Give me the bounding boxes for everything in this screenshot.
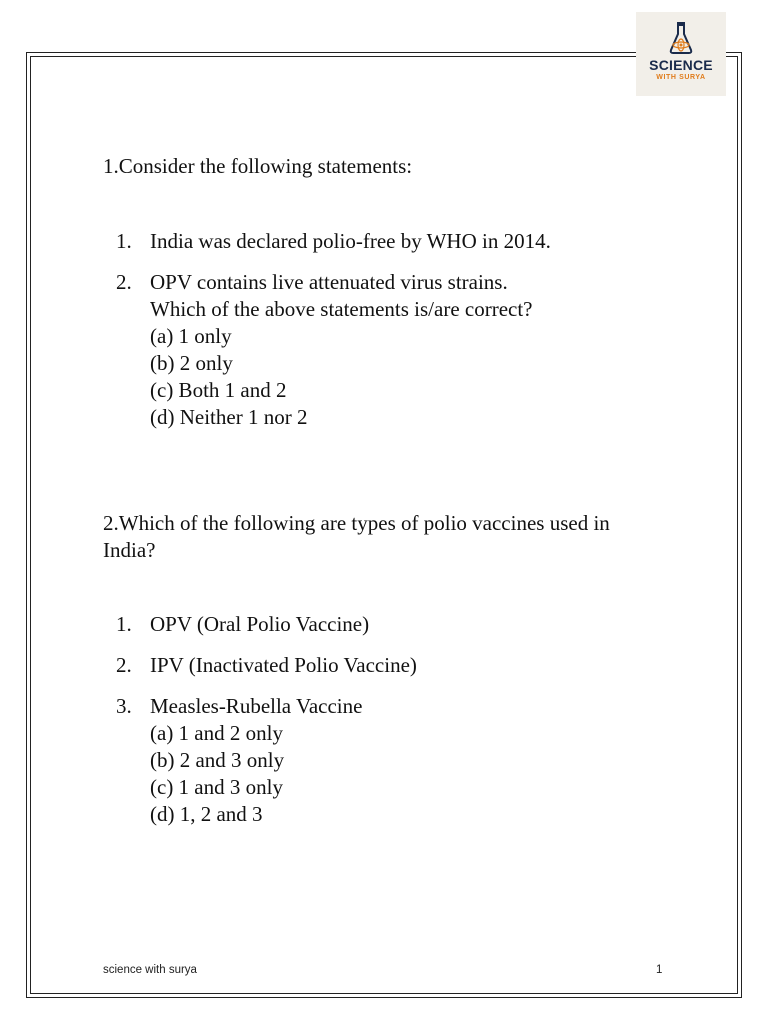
statement-text: OPV contains live attenuated virus strains. [150, 270, 508, 294]
q2-option-a: (a) 1 and 2 only [150, 721, 283, 745]
logo [636, 12, 726, 96]
logo-subtitle: WITH SURYA [656, 74, 706, 81]
statement-text: OPV (Oral Polio Vaccine) [150, 612, 370, 636]
statement-number: 2. [116, 653, 132, 677]
q1-option-a: (a) 1 only [150, 324, 232, 348]
statement-text: IPV (Inactivated Polio Vaccine) [150, 653, 417, 677]
q1-options [150, 296, 533, 431]
q1-prompt: Which of the above statements is/are correct? [150, 297, 533, 321]
q1-option-b: (b) 2 only [150, 351, 233, 375]
statement-number: 1. [116, 612, 132, 636]
statement-number: 2. [116, 270, 132, 294]
page-number: 1 [656, 964, 663, 976]
flask-atom-icon [669, 22, 693, 56]
q2-option-c: (c) 1 and 3 only [150, 775, 283, 799]
statement-text: India was declared polio-free by WHO in 2014. [150, 229, 551, 253]
q1-option-c: (c) Both 1 and 2 [150, 378, 287, 402]
q2-options [150, 720, 284, 828]
question-1-stem: 1.Consider the following statements: [103, 154, 413, 178]
statement-number: 1. [116, 229, 132, 253]
statement-number: 3. [116, 694, 132, 718]
q2-option-d: (d) 1, 2 and 3 [150, 802, 263, 826]
statement-text: Measles-Rubella Vaccine [150, 694, 363, 718]
footer-brand: science with surya [103, 964, 197, 976]
logo-title: SCIENCE [649, 57, 713, 73]
q1-option-d: (d) Neither 1 nor 2 [150, 405, 308, 429]
q2-option-b: (b) 2 and 3 only [150, 748, 285, 772]
question-2-stem: 2.Which of the following are types of polio vaccines used in India? [103, 511, 610, 562]
